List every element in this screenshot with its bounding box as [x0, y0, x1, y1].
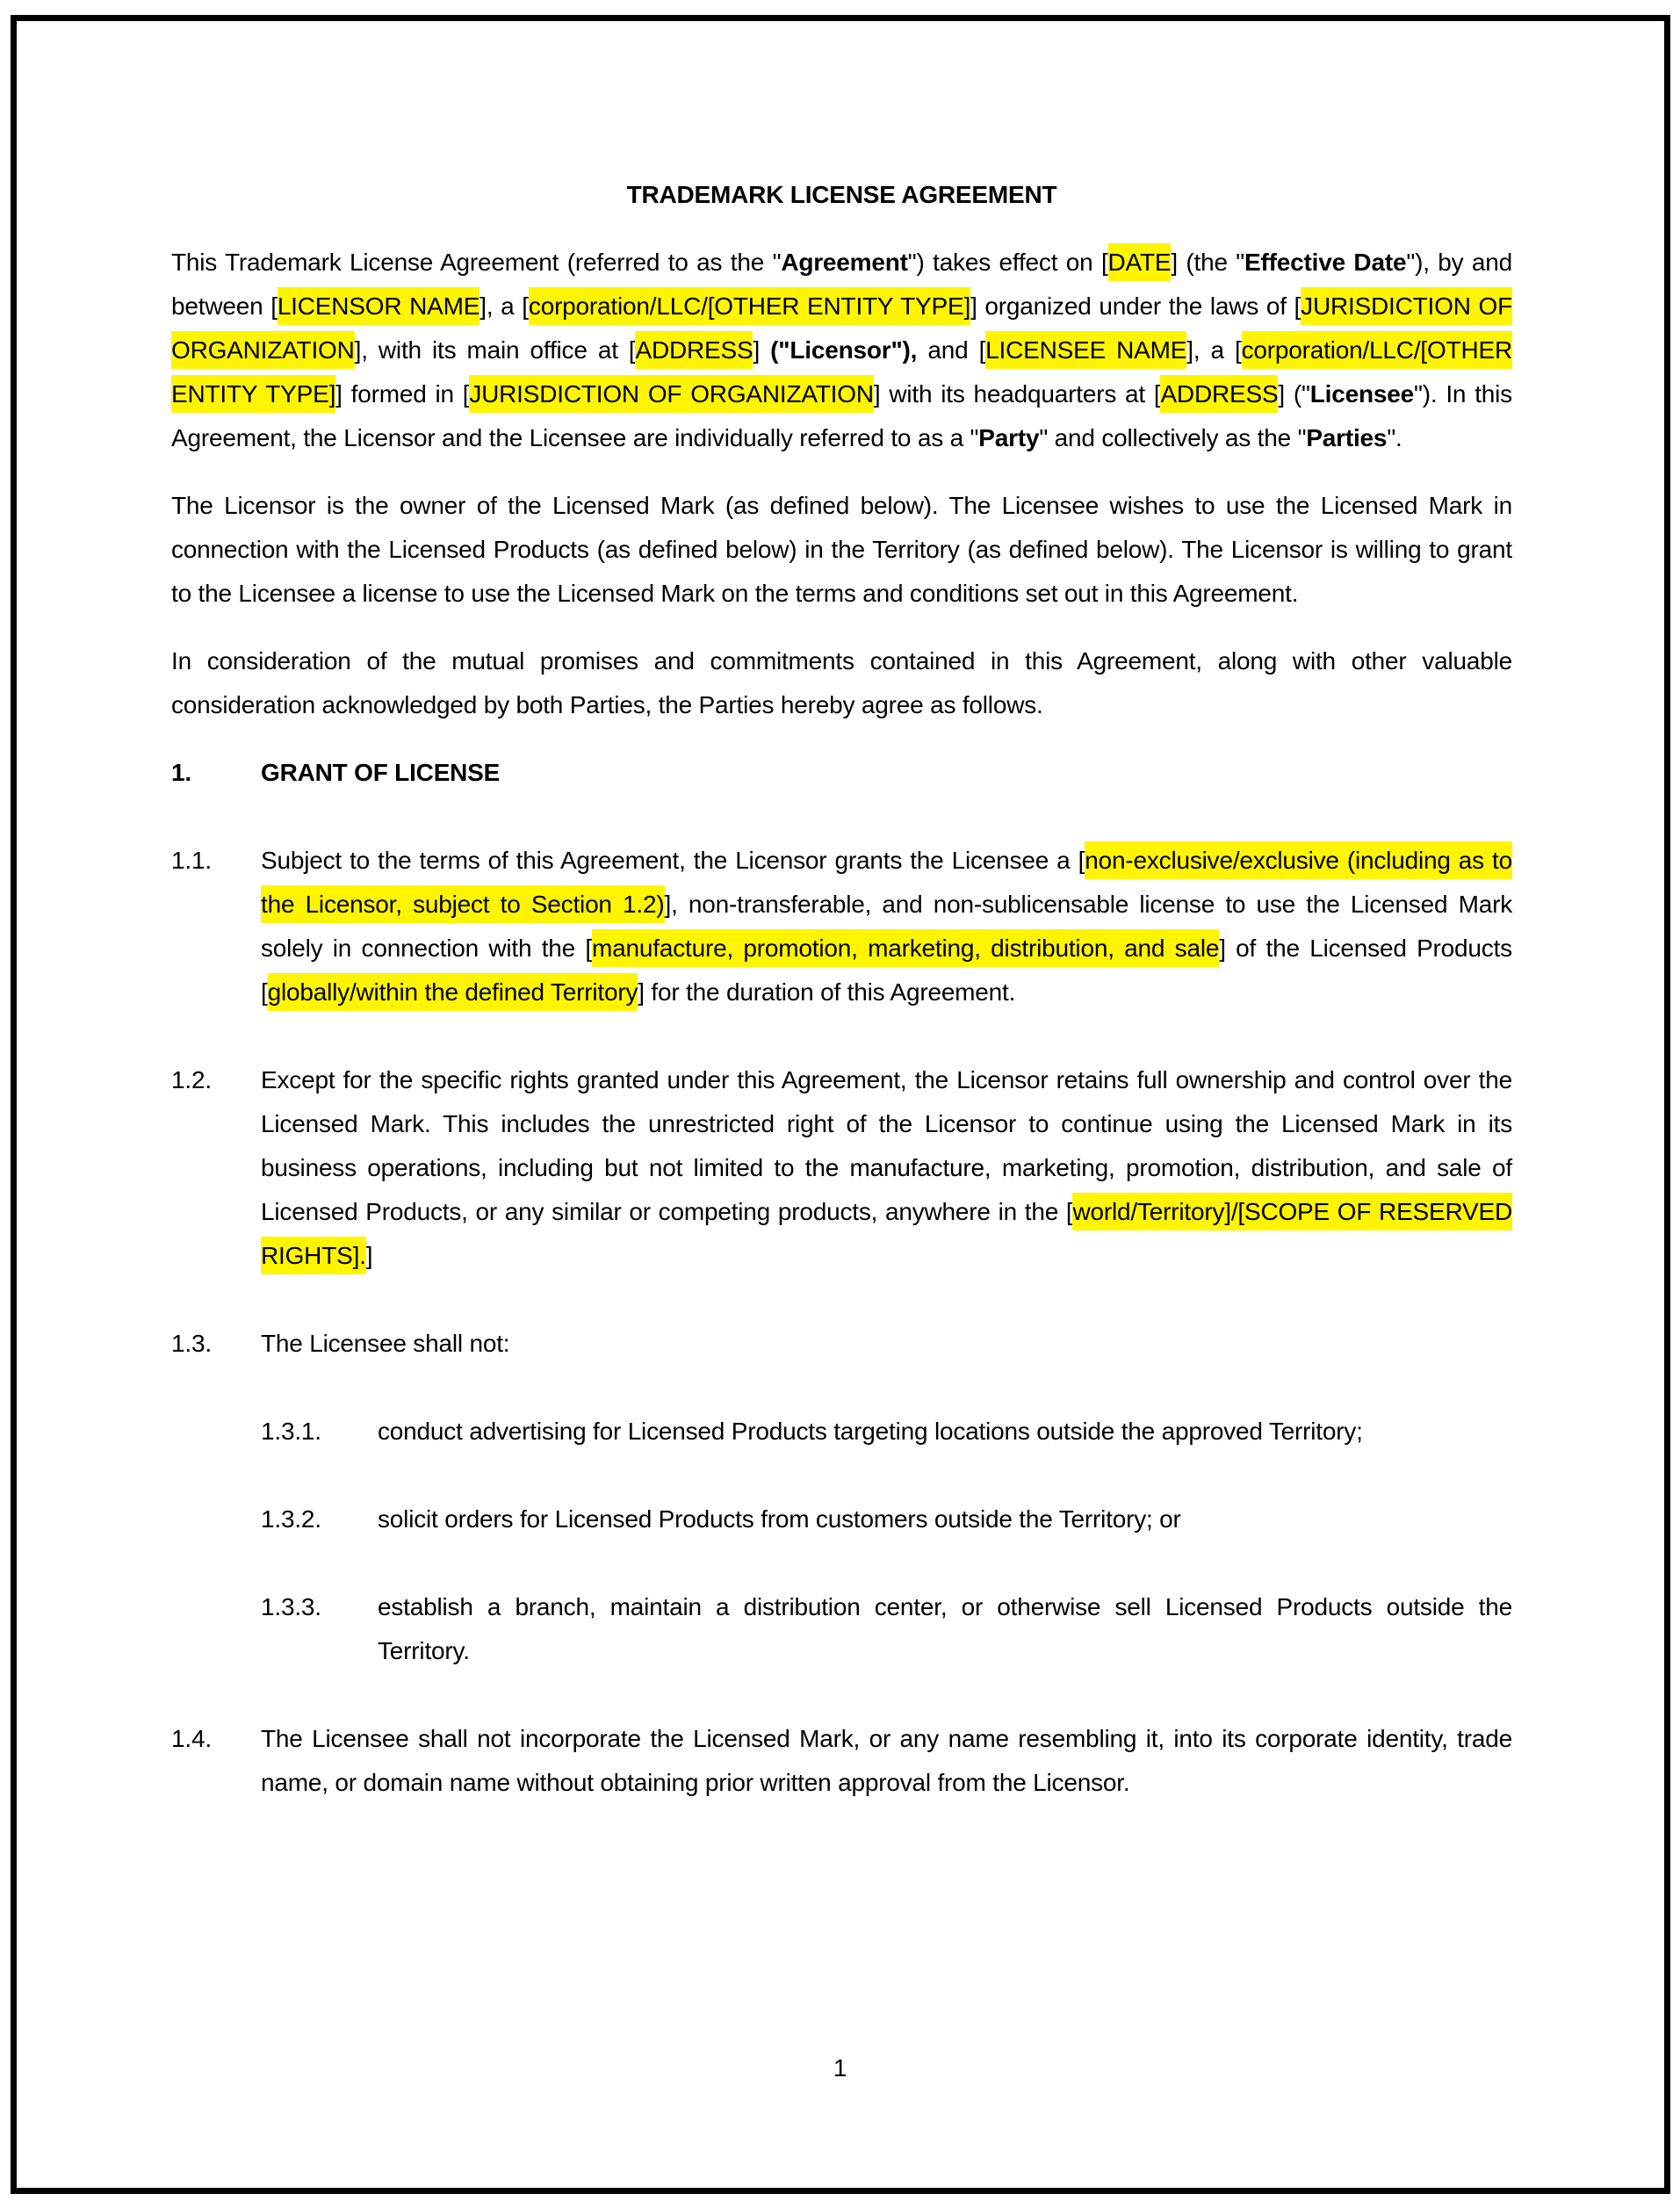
- placeholder-highlight: non-exclusive/exclusive (including as to the Licensor, subject to Section 1.2): [261, 841, 1512, 923]
- clause-item: [171, 839, 1512, 1014]
- text-run: ] formed in [: [335, 380, 470, 408]
- text-run: ]: [753, 336, 771, 364]
- text-run: "), by and between [: [171, 249, 1512, 320]
- placeholder-highlight: ADDRESS: [1160, 375, 1278, 413]
- paragraph: [171, 241, 1512, 460]
- clause-item: [171, 1058, 1512, 1278]
- text-run: " and collectively as the ": [1039, 424, 1307, 451]
- clause-item: [171, 1717, 1512, 1805]
- text-run: Agreement: [781, 249, 908, 276]
- clause-item: [261, 1585, 1512, 1673]
- clause-number: 1.3.3.: [261, 1593, 321, 1620]
- clause-number: 1.: [171, 759, 191, 786]
- document-title: TRADEMARK LICENSE AGREEMENT: [626, 181, 1057, 208]
- text-run: ], a [: [1186, 336, 1242, 364]
- text-run: This Trademark License Agreement (referred to as the ": [171, 249, 782, 276]
- document-body: [171, 241, 1512, 1805]
- placeholder-highlight: LICENSEE NAME: [985, 331, 1186, 369]
- section-heading: [171, 751, 1512, 795]
- clause-number: 1.2.: [171, 1066, 212, 1093]
- clause-text: [378, 1497, 1512, 1541]
- clause-text: [261, 1717, 1512, 1805]
- placeholder-highlight: corporation/LLC/[OTHER ENTITY TYPE]: [529, 287, 970, 325]
- placeholder-highlight: globally/within the defined Territory: [268, 973, 638, 1011]
- text-run: Except for the specific rights granted under this Agreement, the Licensor retains full ownership and control over the Licensed Mark. This includes the unrestricted right of the Licensor to continue using the Licensed Mark in its business operations, including but not limited to the manufacture, marketing, promotion, distribution, and sale of Licensed Products, or any similar or competing products, anywhere in the [: [261, 1066, 1512, 1225]
- text-run: Subject to the terms of this Agreement, the Licensor grants the Licensee a [: [261, 847, 1085, 874]
- page-number: 1: [833, 2054, 847, 2082]
- clause-text: [261, 839, 1512, 1014]
- clause-text: [378, 1585, 1512, 1673]
- placeholder-highlight: JURISDICTION OF ORGANIZATION: [469, 375, 874, 413]
- placeholder-highlight: ADDRESS: [635, 331, 753, 369]
- clause-text: [261, 1322, 1512, 1366]
- placeholder-highlight: world/Territory]/[SCOPE OF RESERVED RIGHTS].: [261, 1193, 1512, 1274]
- text-run: ("Licensor"),: [770, 336, 918, 364]
- placeholder-highlight: DATE: [1108, 243, 1172, 281]
- text-run: ] (the ": [1171, 249, 1245, 276]
- text-run: ], non-transferable, and non-sublicensable license to use the Licensed Mark solely in connection with the [: [261, 891, 1512, 962]
- placeholder-highlight: JURISDICTION OF ORGANIZATION: [171, 287, 1512, 369]
- text-run: ]: [365, 1242, 373, 1269]
- paragraph: [171, 484, 1512, 616]
- clause-number: 1.4.: [171, 1725, 212, 1752]
- clause-text: [378, 1410, 1512, 1454]
- text-run: Party: [978, 424, 1040, 451]
- text-run: The Licensee shall not:: [261, 1330, 510, 1357]
- clause-item: [261, 1497, 1512, 1541]
- text-run: solicit orders for Licensed Products from customers outside the Territory; or: [378, 1505, 1181, 1533]
- text-run: ] for the duration of this Agreement.: [638, 978, 1016, 1006]
- clause-number: 1.3.2.: [261, 1505, 321, 1533]
- clause-number: 1.3.: [171, 1330, 212, 1357]
- text-run: In consideration of the mutual promises and commitments contained in this Agreement, along with other valuable consideration acknowledged by both Parties, the Parties hereby agree as follows.: [171, 647, 1512, 718]
- text-run: ") takes effect on [: [907, 249, 1108, 276]
- text-run: ] organized under the laws of [: [970, 292, 1301, 320]
- clause-number: 1.3.1.: [261, 1418, 321, 1445]
- text-run: ] (": [1278, 380, 1310, 408]
- clause-text: [261, 1058, 1512, 1278]
- text-run: ], with its main office at [: [354, 336, 636, 364]
- text-run: GRANT OF LICENSE: [261, 759, 501, 786]
- text-run: The Licensee shall not incorporate the Licensed Mark, or any name resembling it, into its corporate identity, trade name, or domain name without obtaining prior written approval from the Licensor.: [261, 1725, 1512, 1796]
- text-run: ] of the Licensed Products [: [261, 934, 1512, 1006]
- placeholder-highlight: manufacture, promotion, marketing, distribution, and sale: [592, 929, 1219, 967]
- text-run: establish a branch, maintain a distribution center, or otherwise sell Licensed Products outside the Territory.: [378, 1593, 1512, 1664]
- text-run: The Licensor is the owner of the Licensed Mark (as defined below). The Licensee wishes to use the Licensed Mark in connection with the Licensed Products (as defined below) in the Territory (as defined below). The Licensor is willing to grant to the Licensee a license to use the Licensed Mark on the terms and conditions set out in this Agreement.: [171, 492, 1512, 607]
- placeholder-highlight: LICENSOR NAME: [278, 287, 479, 325]
- text-run: conduct advertising for Licensed Products targeting locations outside the approved Territory;: [378, 1418, 1363, 1445]
- text-run: Effective Date: [1244, 249, 1407, 276]
- text-run: Licensee: [1309, 380, 1415, 408]
- text-run: ] with its headquarters at [: [873, 380, 1161, 408]
- clause-text: [261, 751, 1512, 795]
- clause-number: 1.1.: [171, 847, 212, 874]
- text-run: ".: [1387, 424, 1402, 451]
- paragraph: [171, 639, 1512, 727]
- placeholder-highlight: corporation/LLC/[OTHER ENTITY TYPE]: [171, 331, 1512, 413]
- text-run: Parties: [1306, 424, 1388, 451]
- text-run: "). In this Agreement, the Licensor and the Licensee are individually referred to as a ": [171, 380, 1512, 451]
- document-content: [171, 173, 1512, 1805]
- clause-item: [261, 1410, 1512, 1454]
- clause-item: [171, 1322, 1512, 1366]
- text-run: and [: [917, 336, 986, 364]
- text-run: ], a [: [479, 292, 529, 320]
